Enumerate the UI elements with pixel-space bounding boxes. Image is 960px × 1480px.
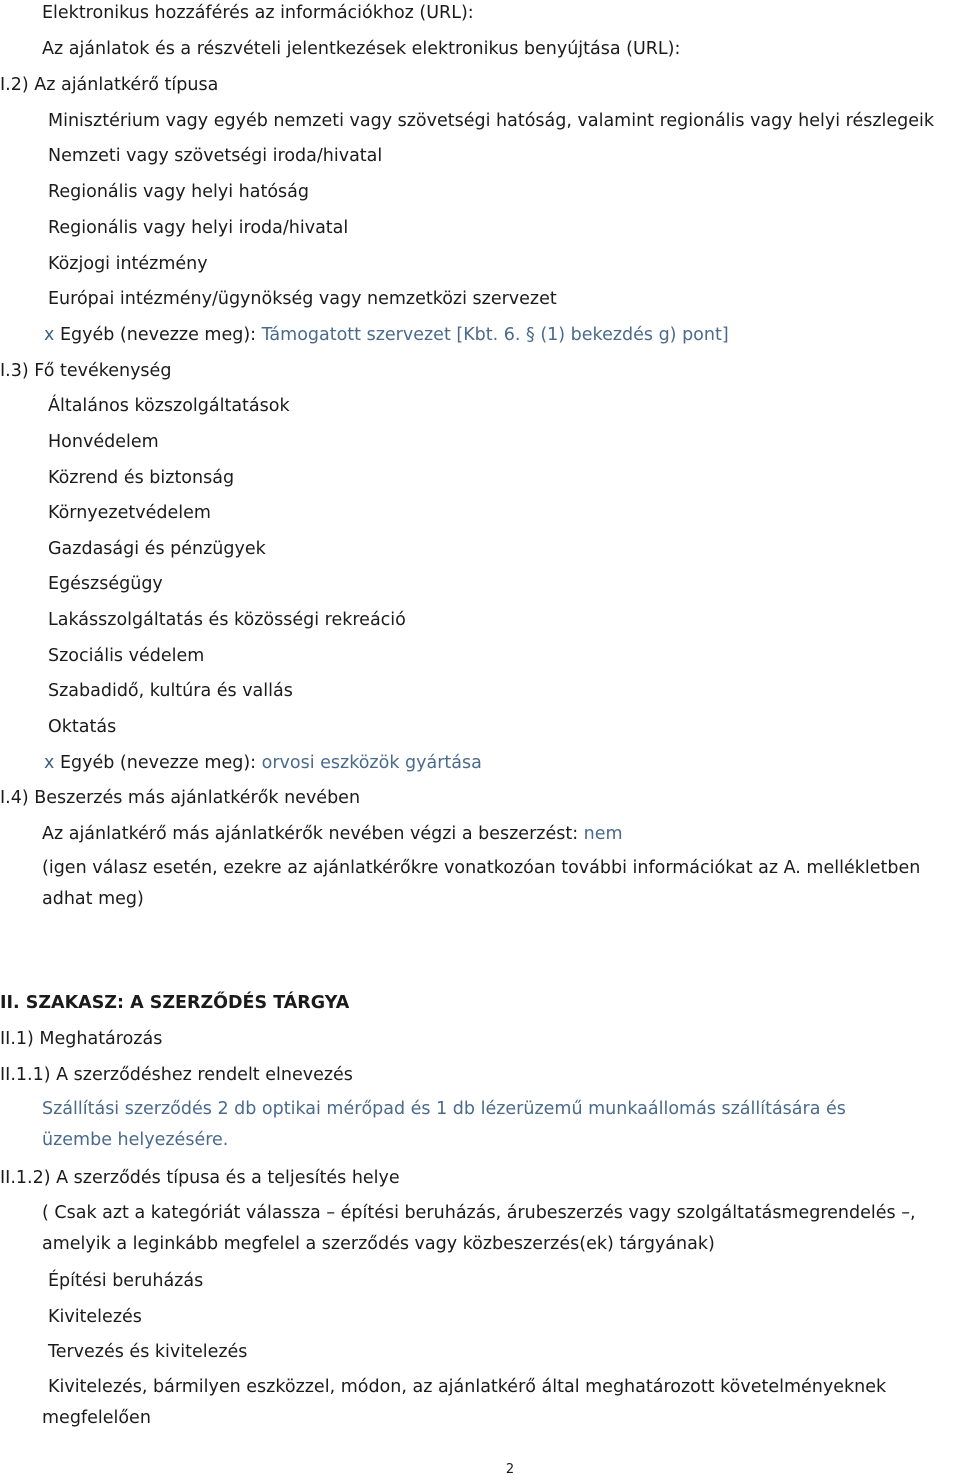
type-any-means: Kivitelezés, bármilyen eszközzel, módon, az ajánlatkérő által meghatározott követelményeknek megfelelően bbox=[42, 1377, 887, 1428]
checked-mark: x bbox=[44, 753, 55, 773]
behalf-question-label: Az ajánlatkérő más ajánlatkérők nevében végzi a beszerzést: bbox=[42, 824, 579, 844]
type-execution: Kivitelezés bbox=[48, 1307, 142, 1327]
heading-ii1: II.1) Meghatározás bbox=[0, 1029, 163, 1049]
url-access-label: Elektronikus hozzáférés az információkhoz (URL): bbox=[42, 3, 474, 23]
other-value: Támogatott szervezet [Kbt. 6. § (1) bekezdés g) pont] bbox=[261, 325, 729, 345]
activity-environment: Környezetvédelem bbox=[48, 503, 211, 523]
activity-recreation: Szabadidő, kultúra és vallás bbox=[48, 681, 293, 701]
section-heading-i3: I.3) Fő tevékenység bbox=[0, 361, 172, 381]
activity-health: Egészségügy bbox=[48, 574, 163, 594]
heading-ii12: II.1.2) A szerződés típusa és a teljesítés helye bbox=[0, 1168, 400, 1188]
activity-education: Oktatás bbox=[48, 717, 117, 737]
heading-ii11: II.1.1) A szerződéshez rendelt elnevezés bbox=[0, 1065, 353, 1085]
activity-economic: Gazdasági és pénzügyek bbox=[48, 539, 266, 559]
option-eu-institution: Európai intézmény/ügynökség vagy nemzetközi szervezet bbox=[48, 289, 557, 309]
option-regional-authority: Regionális vagy helyi hatóság bbox=[48, 182, 309, 202]
type-construction: Építési beruházás bbox=[48, 1271, 204, 1291]
type-design-execution: Tervezés és kivitelezés bbox=[48, 1342, 248, 1362]
activity-defence: Honvédelem bbox=[48, 432, 159, 452]
option-ministry: Minisztérium vagy egyéb nemzeti vagy szövetségi hatóság, valamint regionális vagy helyi részlegeik bbox=[48, 111, 935, 131]
type-note: ( Csak azt a kategóriát válassza – építési beruházás, árubeszerzés vagy szolgáltatásmegrendelés –, amelyik a leginkább megfelel a szerződés vagy közbeszerzés(ek) tárgyának) bbox=[42, 1203, 916, 1254]
activity-general: Általános közszolgáltatások bbox=[48, 396, 290, 416]
other-label: Egyéb (nevezze meg): bbox=[59, 325, 257, 345]
other-label: Egyéb (nevezze meg): bbox=[59, 753, 257, 773]
activity-social: Szociális védelem bbox=[48, 646, 205, 666]
activity-housing: Lakásszolgáltatás és közösségi rekreáció bbox=[48, 610, 406, 630]
option-other-i2 bbox=[44, 324, 729, 346]
section-heading-i4: I.4) Beszerzés más ajánlatkérők nevében bbox=[0, 788, 361, 808]
behalf-note: (igen válasz esetén, ezekre az ajánlatkérőkre vonatkozóan további információkat az A. mellékletben adhat meg) bbox=[42, 858, 921, 909]
contract-name: Szállítási szerződés 2 db optikai mérőpad és 1 db lézerüzemű munkaállomás szállítására és üzembe helyezésére. bbox=[42, 1099, 846, 1150]
other-value: orvosi eszközök gyártása bbox=[261, 753, 482, 773]
section-heading-i2: I.2) Az ajánlatkérő típusa bbox=[0, 75, 219, 95]
section-title-ii: II. SZAKASZ: A SZERZŐDÉS TÁRGYA bbox=[0, 993, 350, 1013]
option-public-body: Közjogi intézmény bbox=[48, 254, 208, 274]
option-regional-office: Regionális vagy helyi iroda/hivatal bbox=[48, 218, 349, 238]
option-other-i3 bbox=[44, 752, 482, 774]
behalf-question bbox=[42, 823, 623, 845]
option-national-office: Nemzeti vagy szövetségi iroda/hivatal bbox=[48, 146, 383, 166]
behalf-answer: nem bbox=[583, 824, 623, 844]
checked-mark: x bbox=[44, 325, 55, 345]
page-number: 2 bbox=[505, 1462, 515, 1477]
activity-public-order: Közrend és biztonság bbox=[48, 468, 235, 488]
url-submit-label: Az ajánlatok és a részvételi jelentkezések elektronikus benyújtása (URL): bbox=[42, 39, 681, 59]
